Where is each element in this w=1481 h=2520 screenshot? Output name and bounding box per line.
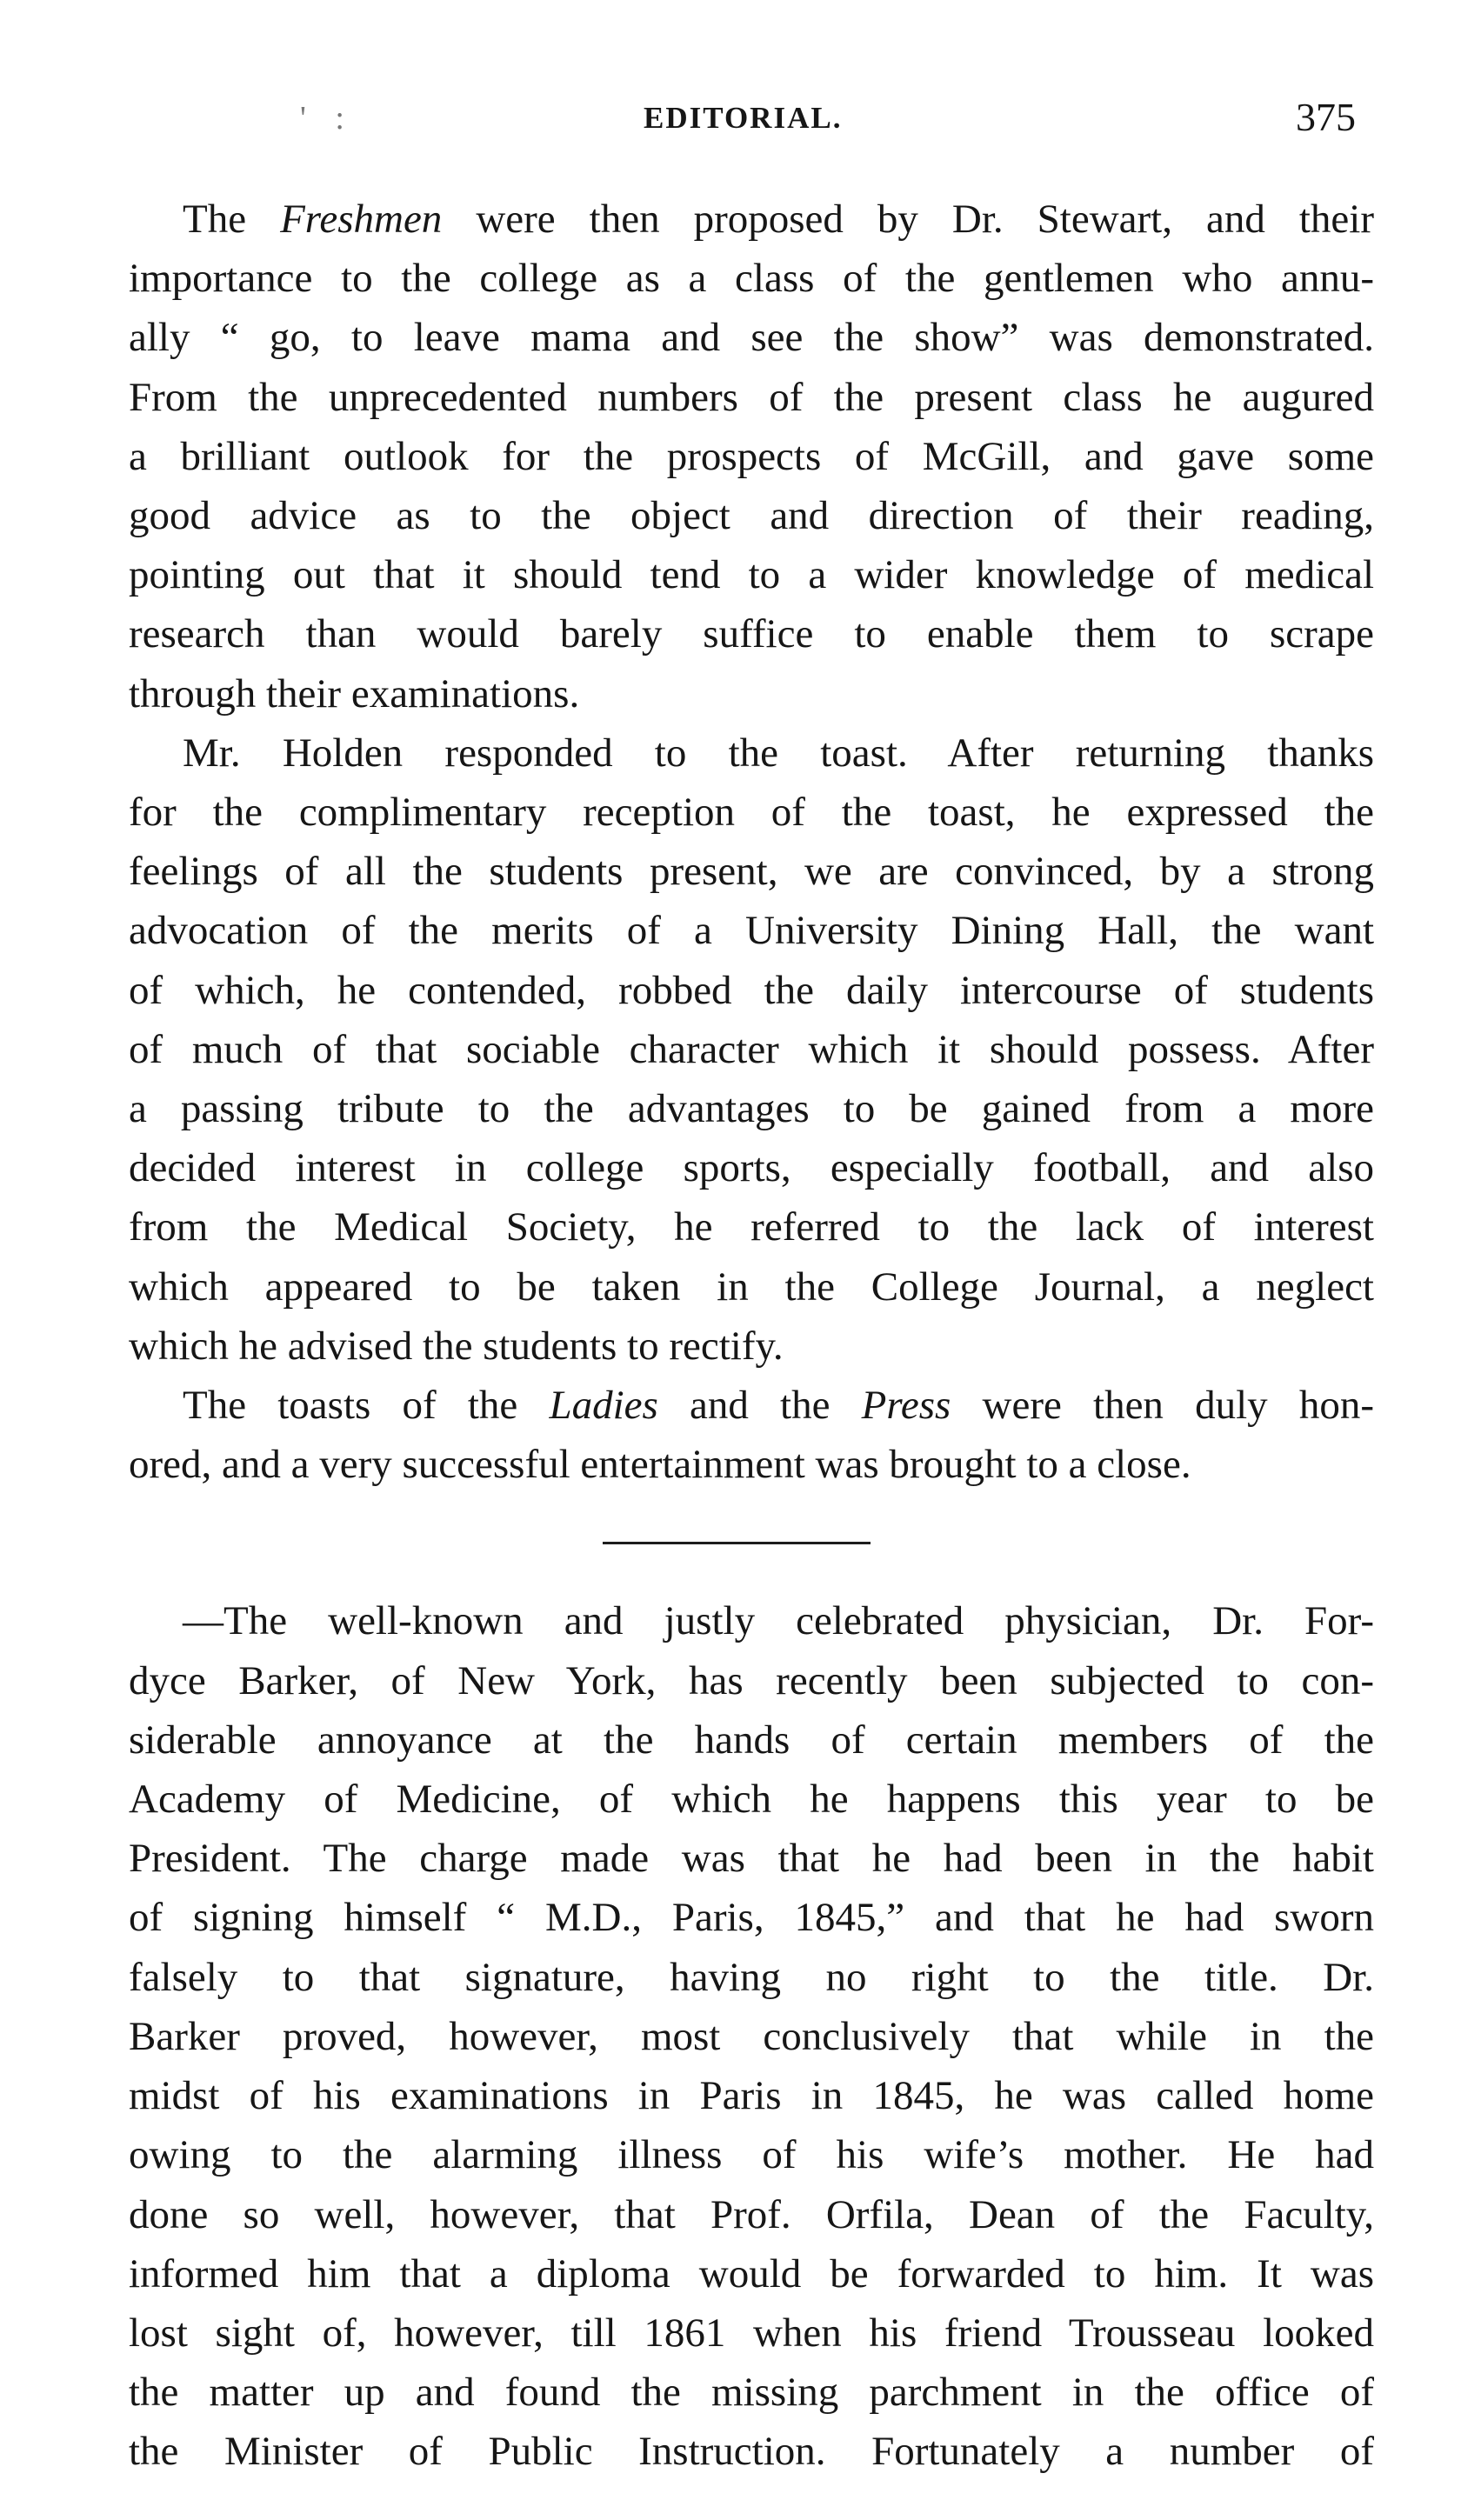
text-line: the matter up and found the missing parchment in the office of bbox=[129, 2370, 1374, 2416]
horizontal-rule bbox=[603, 1542, 871, 1544]
text-line: dyce Barker, of New York, has recently been subjected to con- bbox=[129, 1657, 1374, 1703]
stray-marks: ' : bbox=[300, 100, 355, 137]
text-line: the Minister of Public Instruction. Fortunately a number of bbox=[129, 2429, 1374, 2475]
text-line: From the unprecedented numbers of the present class he augured bbox=[129, 374, 1374, 420]
text-line: lost sight of, however, till 1861 when his friend Trousseau looked bbox=[129, 2310, 1374, 2356]
text-line: owing to the alarming illness of his wife’s mother. He had bbox=[129, 2132, 1374, 2178]
paragraph-freshmen bbox=[129, 190, 1374, 723]
text-line: decided interest in college sports, especially football, and also bbox=[129, 1145, 1374, 1191]
text-line: The toasts of the Ladies and the Press were then duly hon- bbox=[183, 1383, 1374, 1429]
text-line: which he advised the students to rectify. bbox=[129, 1323, 784, 1369]
text-line: pointing out that it should tend to a wider knowledge of medical bbox=[129, 552, 1374, 598]
text-line: The Freshmen were then proposed by Dr. Stewart, and their bbox=[183, 197, 1374, 242]
paragraph-holden bbox=[129, 723, 1374, 1376]
text-line: President. The charge made was that he had been in the habit bbox=[129, 1836, 1374, 1882]
press-italic: Press bbox=[861, 1383, 951, 1429]
paragraph-barker bbox=[129, 1591, 1374, 2481]
section-divider bbox=[129, 1494, 1374, 1591]
text-line: which appeared to be taken in the College Journal, a neglect bbox=[129, 1263, 1374, 1310]
running-head bbox=[0, 94, 1481, 146]
text-line: ored, and a very successful entertainment was brought to a close. bbox=[129, 1442, 1191, 1488]
text-line: through their examinations. bbox=[129, 670, 580, 717]
text-line: a passing tribute to the advantages to be gained from a more bbox=[129, 1086, 1374, 1132]
text-line: of which, he contended, robbed the daily intercourse of students bbox=[129, 967, 1374, 1013]
text-line: research than would barely suffice to enable them to scrape bbox=[129, 611, 1374, 657]
text-line: done so well, however, that Prof. Orfila, Dean of the Faculty, bbox=[129, 2191, 1374, 2237]
text-line: ally “ go, to leave mama and see the show” was demonstrated. bbox=[129, 315, 1374, 361]
page-number: 375 bbox=[1296, 95, 1356, 139]
page-body bbox=[129, 190, 1374, 2482]
text-line: of much of that sociable character which it should possess. After bbox=[129, 1026, 1374, 1072]
paragraph-toasts bbox=[129, 1376, 1374, 1494]
text-line: importance to the college as a class of the gentlemen who annu- bbox=[129, 256, 1374, 302]
text-line: Barker proved, however, most conclusively that while in the bbox=[129, 2013, 1374, 2059]
text-line: a brilliant outlook for the prospects of McGill, and gave some bbox=[129, 433, 1374, 479]
text-line: of signing himself “ M.D., Paris, 1845,” and that he had sworn bbox=[129, 1895, 1374, 1941]
freshmen-italic: Freshmen bbox=[280, 197, 443, 242]
text-line: siderable annoyance at the hands of certain members of the bbox=[129, 1717, 1374, 1763]
text-line: —The well-known and justly celebrated physician, Dr. For- bbox=[183, 1598, 1374, 1644]
text-line: falsely to that signature, having no right to the title. Dr. bbox=[129, 1954, 1374, 2000]
text-line: for the complimentary reception of the toast, he expressed the bbox=[129, 790, 1374, 836]
section-title: EDITORIAL. bbox=[644, 101, 843, 135]
text-line: advocation of the merits of a University Dining Hall, the want bbox=[129, 908, 1374, 954]
text-line: informed him that a diploma would be forwarded to him. It was bbox=[129, 2250, 1374, 2297]
text-line: feelings of all the students present, we are convinced, by a strong bbox=[129, 849, 1374, 895]
text-line: Mr. Holden responded to the toast. After returning thanks bbox=[183, 730, 1374, 776]
text-line: from the Medical Society, he referred to the lack of interest bbox=[129, 1204, 1374, 1250]
text-line: Academy of Medicine, of which he happens this year to be bbox=[129, 1777, 1374, 1823]
text-line: midst of his examinations in Paris in 1845, he was called home bbox=[129, 2073, 1374, 2119]
ladies-italic: Ladies bbox=[549, 1383, 658, 1429]
text-line: good advice as to the object and direction of their reading, bbox=[129, 493, 1374, 539]
